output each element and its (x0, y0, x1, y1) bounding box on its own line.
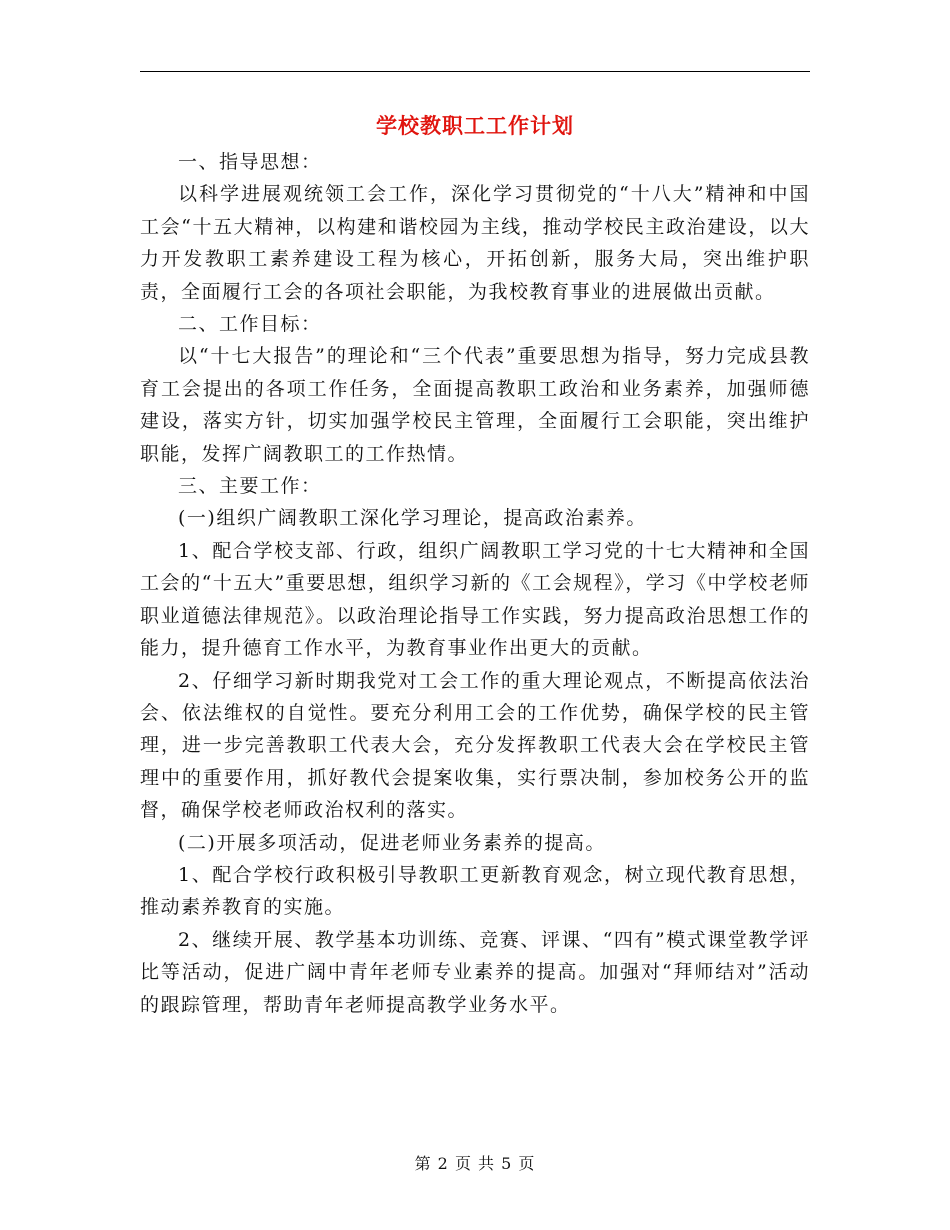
section-heading: 二、工作目标： (178, 313, 322, 336)
section-heading: 一、指导思想： (178, 151, 322, 173)
paragraph: 以“十七大报告”的理论和“三个代表”重要思想为指导，努力完成县教育工会提出的各项工作任务，全面提高教职工政治和业务素养，加强师德建设，落实方针，切实加强学校民主管理，全面履行工会职能，突出维护职能，发挥广阔教职工的工作热情。 (140, 345, 810, 465)
page-number: 第 2 页 共 5 页 (414, 1154, 536, 1173)
header-rule (140, 71, 810, 72)
subsection-heading: (二)开展多项活动，促进老师业务素养的提高。 (178, 831, 606, 854)
section-heading: 三、主要工作： (178, 475, 322, 498)
paragraph: 2、仔细学习新时期我党对工会工作的重大理论观点，不断提高依法治会、依法维权的自觉性。要充分利用工会的工作优势，确保学校的民主管理，进一步完善教职工代表大会，充分发挥教职工代表大会在学校民主管理中的重要作用，抓好教代会提案收集，实行票决制，参加校务公开的监督，确保学校老师政治权利的落实。 (140, 669, 810, 822)
paragraph: 以科学进展观统领工会工作，深化学习贯彻党的“十八大”精神和中国工会“十五大精神，以构建和谐校园为主线，推动学校民主政治建设，以大力开发教职工素养建设工程为核心，开拓创新，服务大局，突出维护职责，全面履行工会的各项社会职能，为我校教育事业的进展做出贡献。 (140, 183, 810, 303)
paragraph: 1、配合学校行政积极引导教职工更新教育观念，树立现代教育思想，推动素养教育的实施。 (140, 863, 810, 919)
document-body (140, 146, 810, 1021)
paragraph: 1、配合学校支部、行政，组织广阔教职工学习党的十七大精神和全国工会的“十五大”重要思想，组织学习新的《工会规程》，学习《中学校老师职业道德法律规范》。以政治理论指导工作实践，努力提高政治思想工作的能力，提升德育工作水平，为教育事业作出更大的贡献。 (140, 539, 810, 660)
subsection-heading: (一)组织广阔教职工深化学习理论，提高政治素养。 (178, 507, 647, 530)
paragraph: 2、继续开展、教学基本功训练、竞赛、评课、“四有”模式课堂教学评比等活动，促进广阔中青年老师专业素养的提高。加强对“拜师结对”活动的跟踪管理，帮助青年老师提高教学业务水平。 (140, 928, 810, 1016)
document-title: 学校教职工工作计划 (376, 113, 574, 138)
